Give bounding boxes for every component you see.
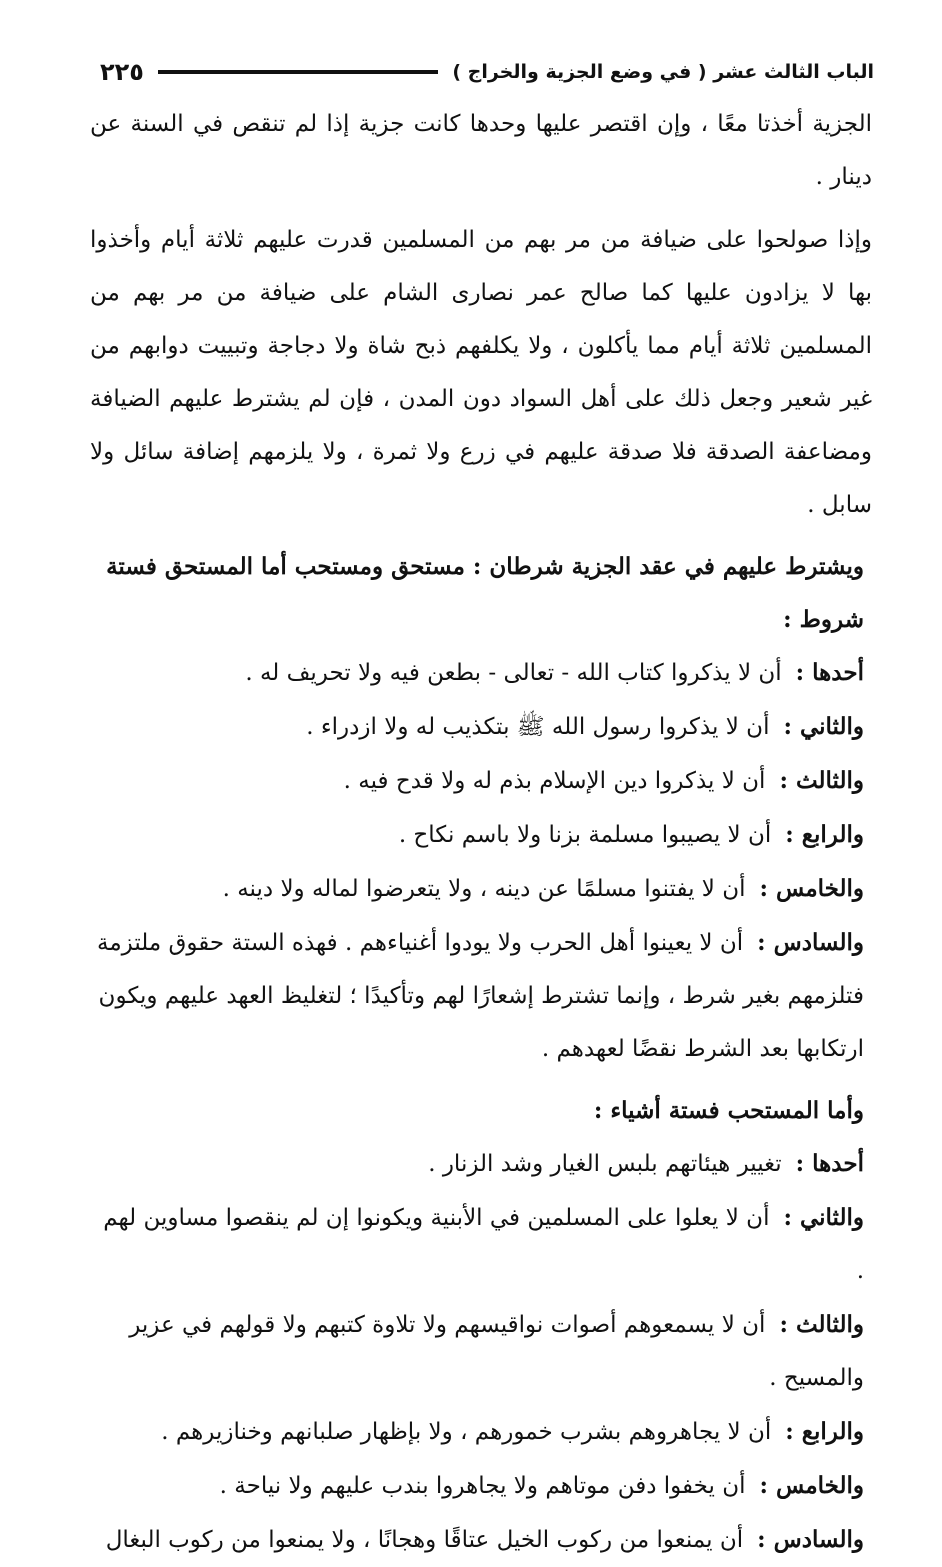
list-item [90,700,872,754]
item-label: أحدها : [795,1150,864,1177]
item-text: أن لا يذكروا كتاب الله - تعالى - بطعن فيه ولا تحريف له . [245,660,782,686]
item-text: أن لا يصيبوا مسلمة بزنا ولا باسم نكاح . [398,822,772,848]
item-text: أن يمنعوا من ركوب الخيل عتاقًا وهجانًا ، ولا يمنعوا من ركوب البغال [105,1527,744,1553]
item-label: والثاني : [783,713,864,740]
paragraph: الجزية أخذتا معًا ، وإن اقتصر عليها وحدها كانت جزية إذا لم تنقص في السنة عن دينار . [90,111,872,190]
page-body [90,98,872,1567]
item-label: أحدها : [795,659,864,686]
item-label: والسادس : [757,929,864,956]
list-item [90,646,872,700]
item-label: والسادس : [757,1526,864,1553]
item-label: والثالث : [779,767,864,794]
running-header [100,52,874,92]
mustahaqq-intro: ويشترط عليهم في عقد الجزية شرطان : مستحق ومستحب أما المستحق فستة شروط : [106,553,864,633]
mustahabb-intro: وأما المستحب فستة أشياء : [593,1097,864,1124]
item-text: أن لا يسمعوهم أصوات نواقيسهم ولا تلاوة كتبهم ولا قولهم في عزير والمسيح . [129,1312,864,1391]
list-item [90,1459,872,1513]
list-item [90,1137,872,1191]
item-label: والخامس : [759,1472,864,1499]
item-text: تغيير هيئاتهم بلبس الغيار وشد الزنار . [428,1151,782,1177]
item-label: والثاني : [783,1204,864,1231]
item-text: أن لا يذكروا رسول الله ﷺ بتكذيب له ولا ازدراء . [306,714,770,740]
item-text: أن يخفوا دفن موتاهم ولا يجاهروا بندب عليهم ولا نياحة . [219,1473,746,1499]
chapter-title: الباب الثالث عشر ( في وضع الجزية والخراج ) [452,61,874,83]
item-label: والثالث : [779,1311,864,1338]
item-text: أن لا يذكروا دين الإسلام بذم له ولا قدح فيه . [343,768,766,794]
item-text: أن لا يجاهروهم بشرب خمورهم ، ولا بإظهار صلبانهم وخنازيرهم . [161,1419,772,1445]
list-item [90,862,872,916]
list-item [90,1298,872,1405]
item-text: أن لا يعينوا أهل الحرب ولا يودوا أغنياءهم . فهذه الستة حقوق ملتزمة فتلزمهم بغير شرط ، وإنما تشترط إشعارًا لهم وتأكيدًا ؛ لتغليظ العهد عليهم ويكون ارتكابها بعد الشرط نقضًا لعهدهم . [97,930,864,1062]
item-label: والرابع : [785,1418,864,1445]
list-item [90,808,872,862]
item-text: أن لا يعلوا على المسلمين في الأبنية ويكونوا إن لم ينقصوا مساوين لهم . [103,1205,864,1284]
item-text: أن لا يفتنوا مسلمًا عن دينه ، ولا يتعرضوا لماله ولا دينه . [222,876,746,902]
item-label: والخامس : [759,875,864,902]
header-rule [158,70,438,74]
page-number: ٢٢٥ [100,58,144,86]
list-item [90,754,872,808]
item-label: والرابع : [785,821,864,848]
list-item [90,1405,872,1459]
list-item [90,1513,872,1567]
paragraph: وإذا صولحوا على ضيافة من مر بهم من المسلمين قدرت عليهم ثلاثة أيام وأخذوا بها لا يزادون عليها كما صالح عمر نصارى الشام على ضيافة من مر بهم من المسلمين ثلاثة أيام مما يأكلون ، ولا يكلفهم ذبح شاة ولا دجاجة وتبييت دوابهم من غير شعير وجعل ذلك على أهل السواد دون المدن ، فإن لم يشترط عليهم الضيافة ومضاعفة الصدقة فلا صدقة عليهم في زرع ولا ثمرة ، ولا يلزمهم إضافة سائل ولا سابل . [90,227,872,518]
list-item [90,1191,872,1298]
list-item [90,916,872,1076]
